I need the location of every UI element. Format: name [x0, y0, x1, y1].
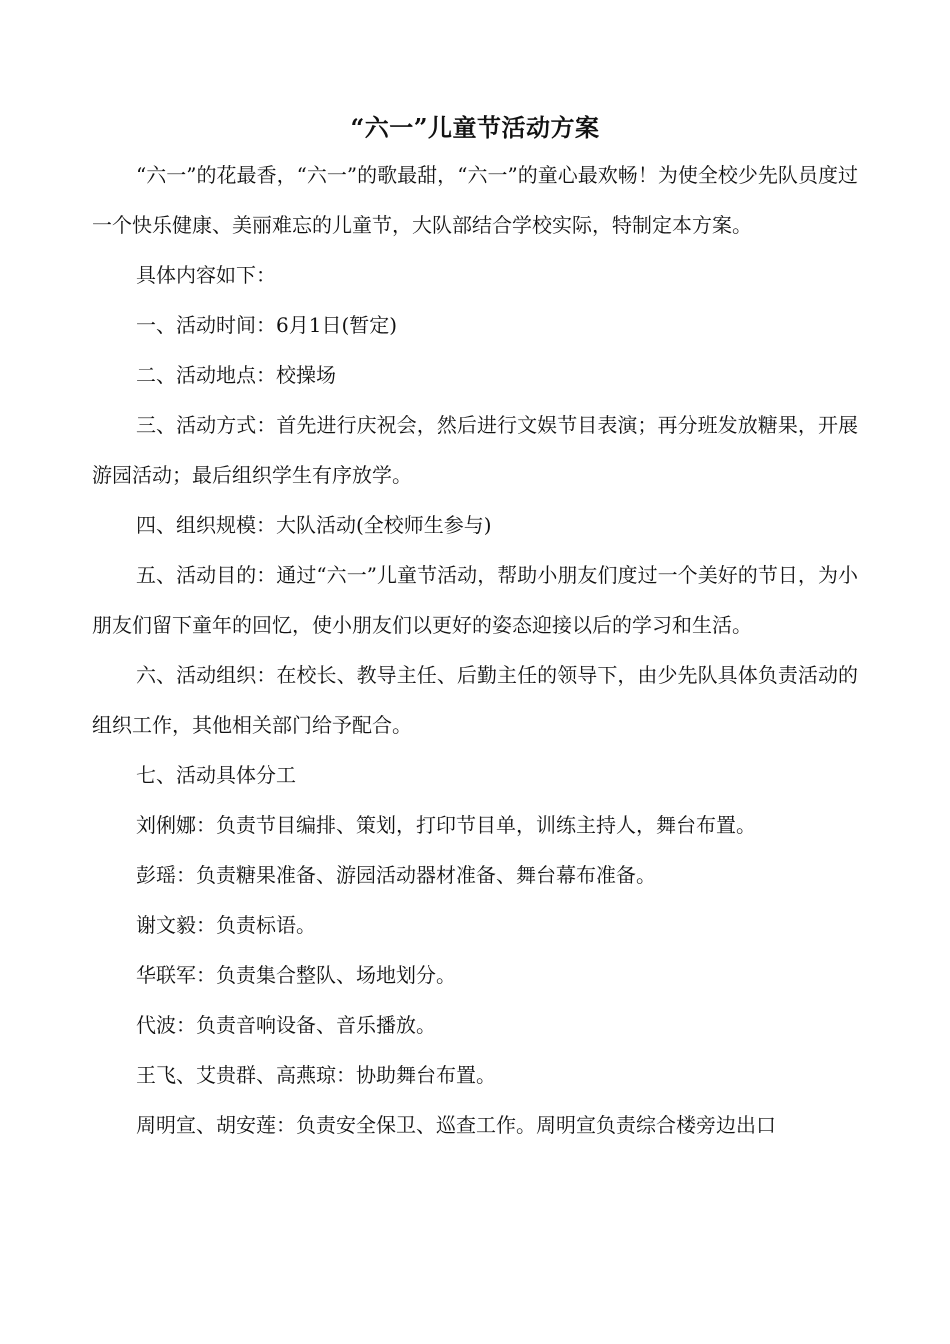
document-body	[92, 150, 858, 1150]
paragraph-activity-time: 一、活动时间：6月1日(暂定)	[136, 313, 398, 337]
paragraph-activity-location: 二、活动地点：校操场	[136, 363, 336, 387]
paragraph-assignment: 谢文毅：负责标语。	[136, 913, 316, 937]
paragraph-assignment: 周明宣、胡安莲：负责安全保卫、巡查工作。周明宣负责综合楼旁边出口	[136, 1113, 776, 1137]
paragraph-activity-organization: 六、活动组织：在校长、教导主任、后勤主任的领导下，由少先队具体负责活动的组织工作，其他相关部门给予配合。	[92, 663, 858, 737]
paragraph-intro: “六一”的花最香，“六一”的歌最甜，“六一”的童心最欢畅！为使全校少先队员度过一个快乐健康、美丽难忘的儿童节，大队部结合学校实际，特制定本方案。	[92, 163, 858, 237]
paragraph-division-heading: 七、活动具体分工	[136, 763, 296, 787]
paragraph-organization-scale: 四、组织规模：大队活动(全校师生参与)	[136, 513, 492, 537]
paragraph-assignment: 代波：负责音响设备、音乐播放。	[136, 1013, 436, 1037]
paragraph-activity-purpose: 五、活动目的：通过“六一”儿童节活动，帮助小朋友们度过一个美好的节日，为小朋友们留下童年的回忆，使小朋友们以更好的姿态迎接以后的学习和生活。	[92, 563, 858, 637]
paragraph-assignment: 刘俐娜：负责节目编排、策划，打印节目单，训练主持人，舞台布置。	[136, 813, 756, 837]
paragraph-assignment: 华联军：负责集合整队、场地划分。	[136, 963, 456, 987]
paragraph-activity-method: 三、活动方式：首先进行庆祝会，然后进行文娱节目表演；再分班发放糖果，开展游园活动；最后组织学生有序放学。	[92, 413, 858, 487]
paragraph-contents-heading: 具体内容如下：	[136, 263, 276, 287]
document-title: “六一”儿童节活动方案	[350, 113, 600, 142]
paragraph-assignment: 王飞、艾贵群、高燕琼：协助舞台布置。	[136, 1063, 496, 1087]
paragraph-assignment: 彭瑶：负责糖果准备、游园活动器材准备、舞台幕布准备。	[136, 863, 656, 887]
